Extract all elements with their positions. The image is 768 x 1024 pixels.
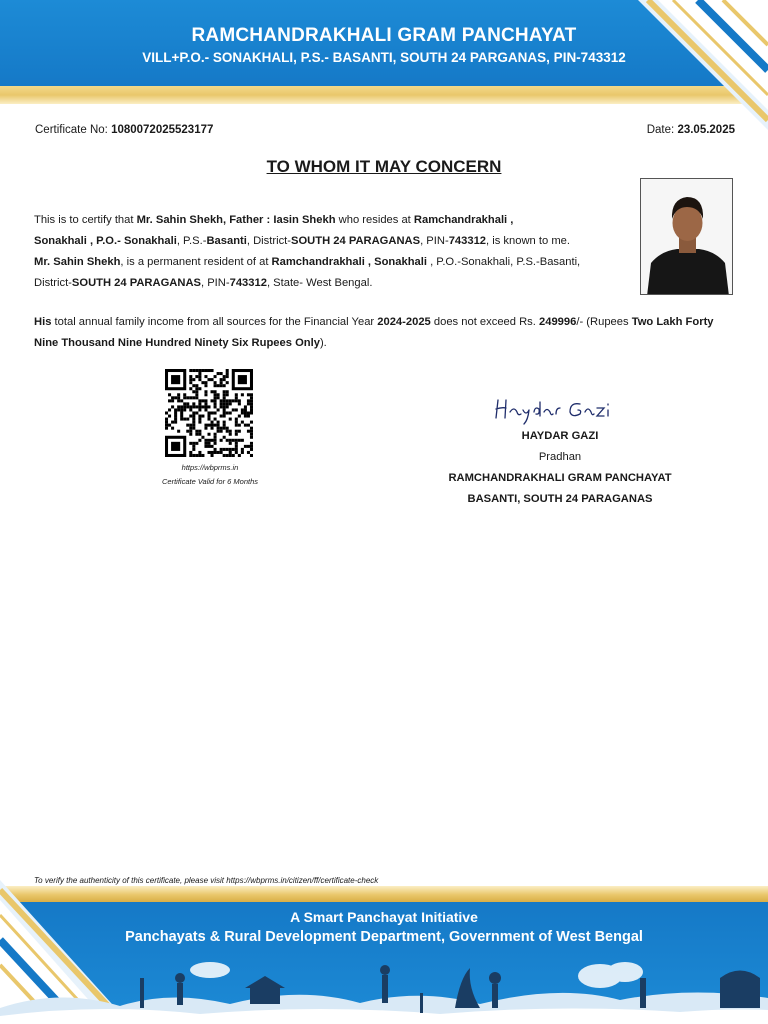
certificate-heading: TO WHOM IT MAY CONCERN <box>266 157 502 176</box>
signatory-designation: Pradhan <box>538 451 582 463</box>
qr-code[interactable] <box>165 369 253 457</box>
certificate-date <box>647 124 735 136</box>
signatory-organisation: RAMCHANDRAKHALI GRAM PANCHAYAT <box>448 472 672 484</box>
certificate-number <box>35 124 213 136</box>
footer-department: Panchayats & Rural Development Department, Government of West Bengal <box>125 929 643 945</box>
income-paragraph: His total annual family income from all sources for the Financial Year 2024-2025 does not exceed Rs. 249996/- (Rupees Two Lakh Forty Nine Thousand Nine Hundred Ninety Six Rupees Only). <box>34 316 714 349</box>
panchayat-title: RAMCHANDRAKHALI GRAM PANCHAYAT <box>191 25 577 46</box>
panchayat-address: VILL+P.O.- SONAKHALI, P.S.- BASANTI, SOUTH 24 PARGANAS, PIN-743312 <box>142 50 626 65</box>
footer-initiative: A Smart Panchayat Initiative <box>290 909 478 925</box>
header-corner-decoration <box>618 0 768 130</box>
certificate-number-value: 1080072025523177 <box>111 124 214 136</box>
certificate-number-label: Certificate No: <box>35 124 108 136</box>
date-value: 23.05.2025 <box>677 124 735 136</box>
signatory-location: BASANTI, SOUTH 24 PARAGANAS <box>467 493 653 505</box>
signatory-name: HAYDAR GAZI <box>521 430 599 442</box>
qr-url: https://wbprms.in <box>181 463 239 472</box>
date-label: Date: <box>646 124 675 136</box>
village-scene-illustration <box>0 948 768 1024</box>
verification-note: To verify the authenticity of this certificate, please visit https://wbprms.in/citizen/ff/certificate-check <box>34 876 379 885</box>
person-photo-icon <box>641 179 733 295</box>
handwritten-signature <box>490 390 630 426</box>
qr-validity-note: Certificate Valid for 6 Months <box>161 477 258 486</box>
certification-paragraph: This is to certify that Mr. Sahin Shekh, Father : Iasin Shekh who resides at Ramchandrakhali , Sonakhali , P.O.- Sonakhali, P.S.-Basanti, District-SOUTH 24 PARAGANAS, PIN-743312, is known to me. Mr. Sahin Shekh, is a permanent resident of at Ramchandrakhali , Sonakhali , P.O.-Sonakhali, P.S.-Basanti, District-SOUTH 24 PARAGANAS, PIN-743312, State- West Bengal. <box>34 214 581 289</box>
applicant-photo <box>640 178 733 295</box>
